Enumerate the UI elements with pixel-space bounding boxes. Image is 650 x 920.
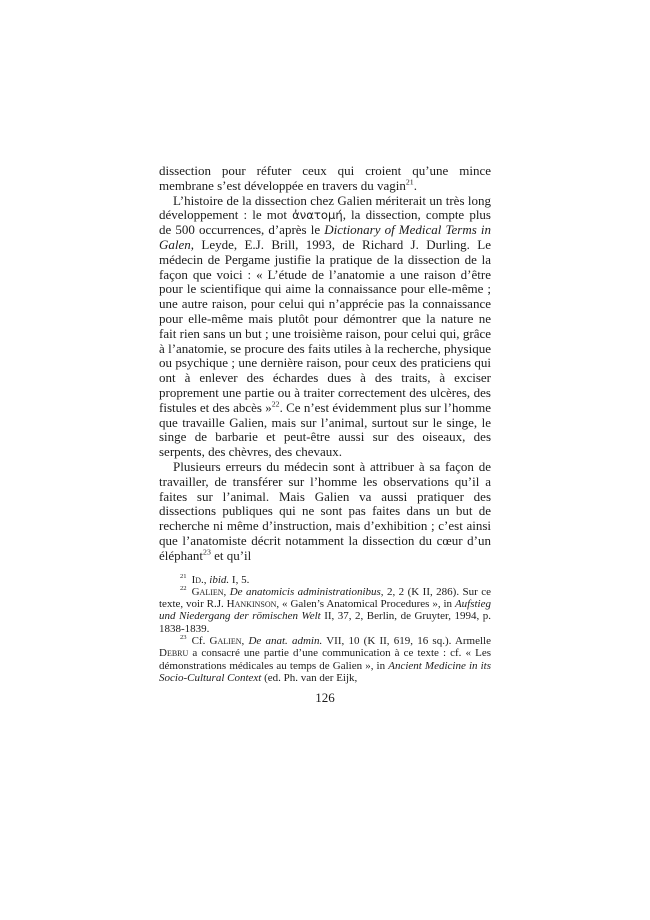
text-segment: , la dissection, compte plus de 500 occurrences, d’après le	[159, 207, 491, 238]
body-paragraph-3	[159, 460, 491, 564]
text-column	[159, 164, 491, 705]
text-segment: Aufstieg und Niedergang der römischen Welt	[159, 598, 491, 623]
text-segment: Id.	[191, 573, 204, 586]
text-segment: Cf.	[191, 635, 210, 647]
text-segment: VII, 10 (K II, 619, 16 sq.). Armelle	[322, 635, 491, 647]
text-segment: Ancient Medicine in its Socio-Cultural Context	[159, 659, 492, 684]
footnote-21	[159, 574, 491, 586]
footnotes-section	[159, 574, 491, 685]
footnote-22	[159, 586, 491, 635]
text-segment: dissection pour réfuter ceux qui croient qu’une mince membrane s’est développée en travers du vagin	[159, 163, 491, 193]
body-text	[159, 164, 491, 564]
text-segment: . Ce n’est évidemment plus sur l’homme que travaille Galien, mais sur l’animal, surtout sur le singe, le singe de barbarie et peut-être aussi sur des oiseaux, des serpents, des chèvres, des chevaux.	[159, 399, 491, 460]
text-segment: 2, 2 (K II, 286). Sur ce texte, voir R.J.	[159, 585, 491, 611]
page-number: 126	[315, 690, 335, 706]
text-segment: Hankinson	[226, 598, 277, 611]
text-segment: Galien	[191, 585, 224, 598]
footnote-marker: 22	[180, 585, 187, 593]
text-segment: ibid.	[209, 573, 230, 586]
text-segment: II, 37, 2, Berlin, de Gruyter, 1994, p. 1838-1839.	[159, 610, 491, 635]
footnote-marker: 23	[180, 634, 187, 642]
text-segment: ,	[241, 635, 249, 647]
text-segment: .	[413, 177, 417, 193]
text-segment: et qu’il	[210, 547, 252, 563]
text-segment: Galien	[209, 635, 242, 647]
text-segment: a consacré une partie d’une communication à ce texte : cf. « Les démonstrations médicales au temps de Galien », in	[159, 647, 491, 672]
text-segment: I, 5.	[229, 573, 250, 586]
body-paragraph-1	[159, 164, 491, 194]
text-segment: De anat. admin.	[248, 635, 323, 647]
body-paragraph-2	[159, 194, 491, 460]
footnote-reference: 23	[203, 547, 211, 557]
footnote-reference: 22	[271, 399, 280, 409]
text-segment: Debru	[159, 647, 189, 660]
text-segment: Leyde, E.J. Brill, 1993, de Richard J. Durling. Le médecin de Pergame justifie la pratique de la dissection de la façon que voici : « L’étude de l’anatomie a une raison d’être pour le scientifique qui aime la connaissance pour elle-même ; une autre raison, pour celui qui n’apprécie pas la connaissance pour elle-même mais plutôt pour démontrer que la nature ne fait rien sans un but ; une troisième raison, pour celui qui, grâce à l’anatomie, se procure des faits utiles à la recherche, physique ou psychique ; une dernière raison, pour ceux des praticiens qui ont à enlever des échardes dues à des traits, à exciser proprement une partie ou à traiter correctement des ulcères, des fistules et des abcès »	[159, 236, 491, 415]
text-segment: , « Galen’s Anatomical Procedures », in	[276, 598, 455, 611]
footnote-marker: 21	[180, 572, 187, 580]
text-segment: ,	[203, 573, 210, 586]
text-segment: ἀνατομή	[292, 208, 343, 223]
text-segment: Dictionary of Medical Terms in Galen,	[159, 222, 492, 252]
text-segment: L’histoire de la dissection chez Galien mériterait un très long développement : le mot	[159, 192, 491, 223]
footnote-reference: 21	[405, 177, 414, 187]
text-segment: ,	[223, 585, 230, 598]
text-segment: De anatomicis administrationibus,	[229, 585, 384, 598]
footnote-23	[159, 635, 491, 684]
text-segment: (ed. Ph. van der Eijk,	[261, 671, 358, 684]
text-segment: Plusieurs erreurs du médecin sont à attribuer à sa façon de travailler, de transférer sur l’homme les observations qu’il a faites sur l’animal. Mais Galien va aussi pratiquer des dissections publiques qui ne sont pas faites dans un but de recherche ni même d’instruction, mais d’exhibition ; c’est ainsi que l’anatomiste décrit notamment la dissection du cœur d’un éléphant	[159, 458, 491, 563]
